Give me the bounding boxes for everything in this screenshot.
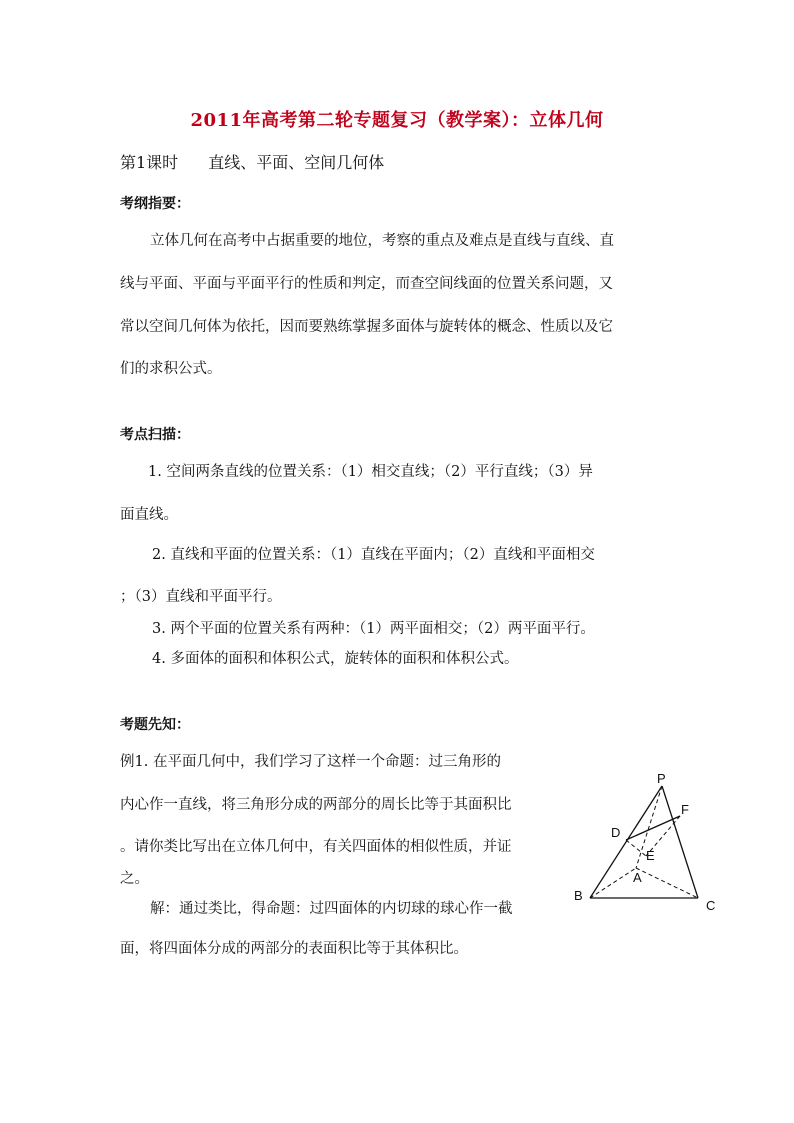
syllabus-line-4: 们的求积公式。	[120, 361, 222, 377]
point-line-2-cont: ；（3）直线和平面平行。	[120, 589, 282, 605]
edge-ba	[590, 868, 636, 898]
section-de	[626, 840, 646, 856]
lesson-heading	[120, 150, 384, 173]
section-heading-points: 考点扫描：	[120, 427, 190, 443]
syllabus-line-1: 立体几何在高考中占据重要的地位，考察的重点及难点是直线与直线、直	[150, 233, 614, 249]
section-heading-problems: 考题先知：	[120, 717, 190, 733]
document-title: 2011年高考第二轮专题复习（教学案）：立体几何	[190, 110, 604, 131]
label-p: P	[657, 771, 666, 786]
edge-pc	[662, 786, 698, 898]
section-heading-syllabus: 考纲指要：	[120, 196, 190, 212]
solution-line-2: 面，将四面体分成的两部分的表面积比等于其体积比。	[120, 941, 468, 957]
edge-pb	[590, 786, 662, 898]
edge-ac	[636, 868, 698, 898]
syllabus-line-2: 线与平面、平面与平面平行的性质和判定，而查空间线面的位置关系问题，又	[120, 276, 613, 292]
solution-line-1: 解：通过类比，得命题：过四面体的内切球的球心作一截	[150, 901, 513, 917]
point-line-4: 4. 多面体的面积和体积公式，旋转体的面积和体积公式。	[152, 651, 519, 667]
example-line-3: 。请你类比写出在立体几何中，有关四面体的相似性质，并证	[120, 839, 512, 855]
point-line-2: 2. 直线和平面的位置关系：（1）直线在平面内；（2）直线和平面相交	[152, 547, 595, 563]
label-a: A	[633, 870, 642, 885]
label-c: C	[706, 898, 716, 913]
tetrahedron-figure	[570, 770, 720, 920]
lesson-topic: 直线、平面、空间几何体	[208, 153, 385, 172]
point-line-3: 3. 两个平面的位置关系有两种：（1）两平面相交；（2）两平面平行。	[152, 621, 595, 637]
lesson-number: 第1课时	[120, 153, 179, 172]
example-line-4: 之。	[120, 871, 149, 887]
label-d: D	[611, 825, 621, 840]
example-line-1: 例1. 在平面几何中，我们学习了这样一个命题：过三角形的	[120, 754, 501, 770]
example-line-2: 内心作一直线，将三角形分成的两部分的周长比等于其面积比	[120, 797, 512, 813]
section-df	[626, 816, 680, 840]
label-e: E	[646, 848, 655, 863]
point-line-1: 1. 空间两条直线的位置关系：（1）相交直线；（2）平行直线；（3）异	[148, 464, 593, 480]
label-f: F	[681, 802, 689, 817]
point-line-1-cont: 面直线。	[120, 507, 178, 523]
syllabus-line-3: 常以空间几何体为依托，因而要熟练掌握多面体与旋转体的概念、性质以及它	[120, 319, 613, 335]
label-b: B	[574, 888, 583, 903]
